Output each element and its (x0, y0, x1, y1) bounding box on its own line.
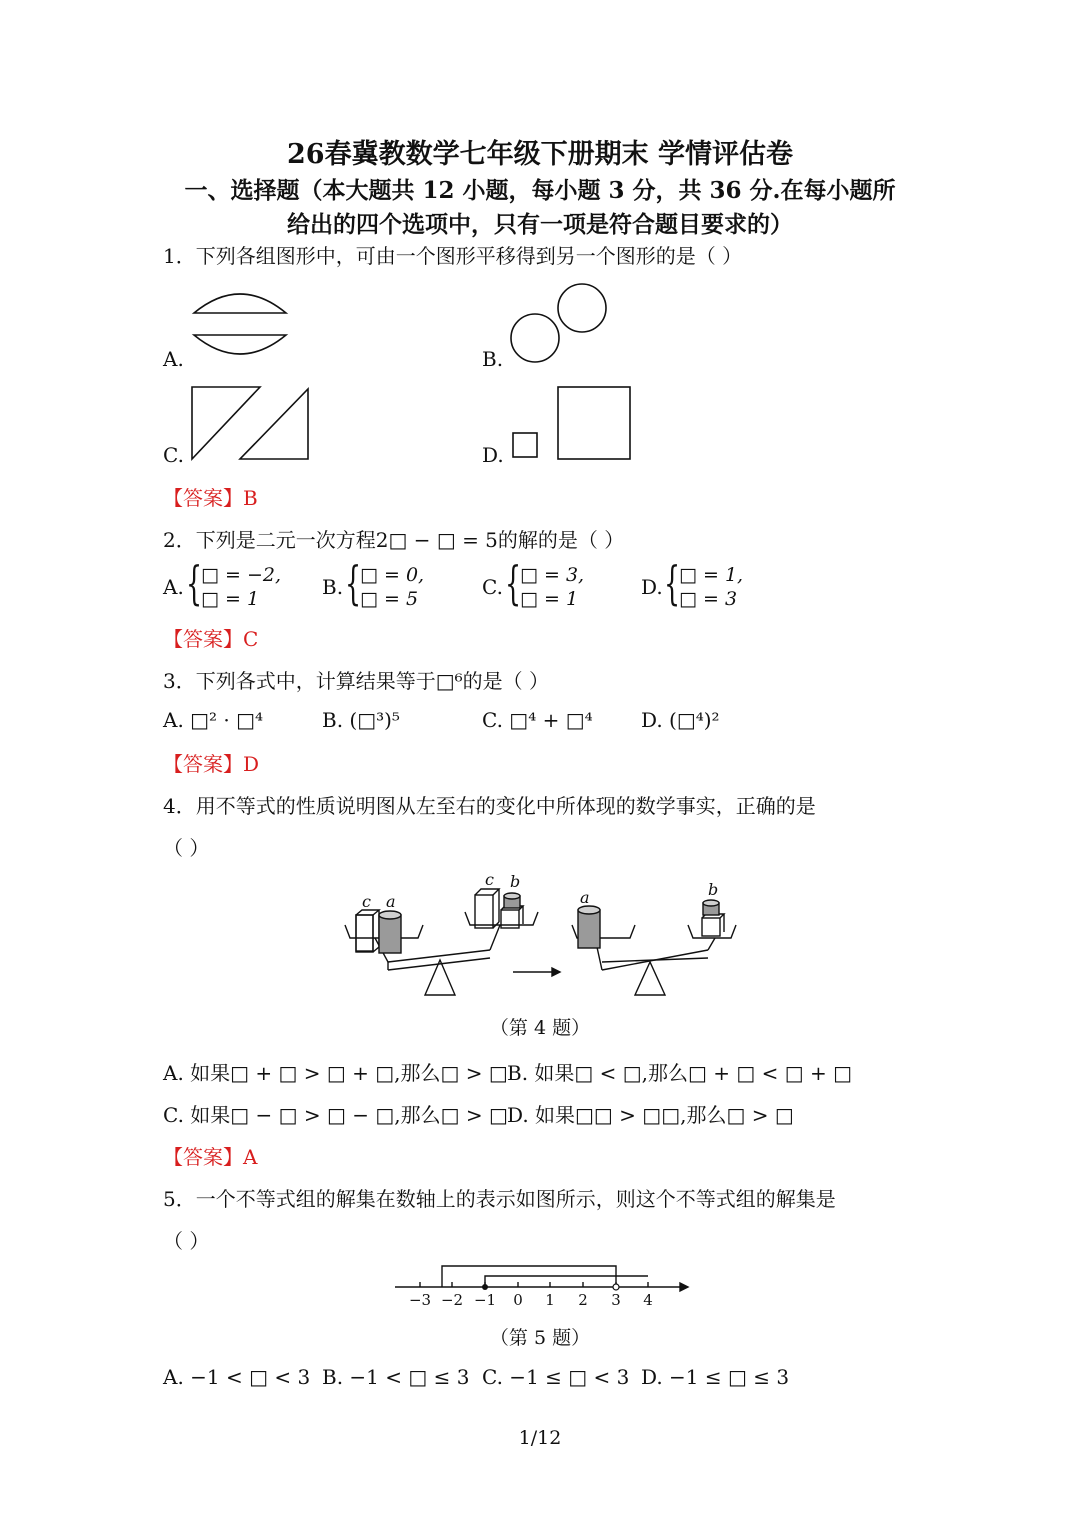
q5-tick-6: 2 (578, 1291, 588, 1309)
q1-figure-d (510, 385, 635, 463)
question-2-stem: 2．下列是二元一次方程2□ − □ = 5的解的是（ ） (163, 528, 625, 552)
q5-option-c[interactable]: C. −1 ≤ □ < 3 (482, 1365, 630, 1389)
q2-d-eq2: □ = 3 (679, 588, 738, 610)
q2-option-b-label[interactable]: B. (322, 575, 344, 599)
page-title: 26春冀教数学七年级下册期末 学情评估卷 (287, 139, 793, 170)
q2-option-b-system (360, 563, 424, 611)
q1-option-a[interactable]: A. (163, 347, 184, 371)
question-3-stem: 3．下列各式中，计算结果等于□⁶的是（ ） (163, 669, 549, 693)
q1-option-c[interactable]: C. (163, 443, 184, 467)
brace-icon: { (186, 556, 203, 610)
question-5-stem-line2: （ ） (163, 1229, 210, 1253)
q4-option-a[interactable]: A. 如果□ + □ > □ + □,那么□ > □ (163, 1061, 508, 1085)
q2-option-d-label[interactable]: D. (641, 575, 663, 599)
q2-option-d-system (679, 563, 743, 611)
q3-option-d[interactable]: D. (□⁴)² (641, 708, 720, 732)
q5-number-line (390, 1262, 690, 1312)
q2-c-eq2: □ = 1 (520, 588, 579, 610)
q4-label-c2: c (485, 870, 494, 889)
q1-answer: 【答案】B (163, 486, 258, 510)
q1-figure-a (190, 285, 290, 365)
q2-c-eq1: □ = 3, (520, 564, 585, 586)
q1-option-d[interactable]: D. (482, 443, 504, 467)
q2-option-a-label[interactable]: A. (163, 575, 184, 599)
page-number: 1/12 (518, 1427, 562, 1449)
q4-label-a1: a (386, 892, 396, 911)
question-4-stem-line2: （ ） (163, 836, 210, 860)
q5-option-b[interactable]: B. −1 < □ ≤ 3 (322, 1365, 470, 1389)
q5-option-d[interactable]: D. −1 ≤ □ ≤ 3 (641, 1365, 790, 1389)
q4-option-c[interactable]: C. 如果□ − □ > □ − □,那么□ > □ (163, 1103, 508, 1127)
q4-label-c1: c (362, 892, 371, 911)
section-heading-line1: 一、选择题（本大题共 12 小题，每小题 3 分，共 36 分.在每小题所 (184, 177, 896, 204)
q5-tick-5: 1 (545, 1291, 555, 1309)
question-4-stem-line1: 4．用不等式的性质说明图从左至右的变化中所体现的数学事实，正确的是 (163, 794, 816, 818)
q4-label-b1: b (510, 872, 521, 891)
q4-balance-figure (340, 870, 750, 1000)
q2-a-eq1: □ = −2, (201, 564, 281, 586)
q4-label-a2: a (580, 888, 590, 907)
q4-option-b[interactable]: B. 如果□ < □,那么□ + □ < □ + □ (507, 1061, 853, 1085)
brace-icon: { (505, 556, 522, 610)
question-5-stem-line1: 5．一个不等式组的解集在数轴上的表示如图所示，则这个不等式组的解集是 (163, 1187, 836, 1211)
q4-label-b2: b (708, 880, 719, 899)
q1-figure-b (505, 283, 615, 368)
q2-option-c-system (520, 563, 584, 611)
q2-b-eq2: □ = 5 (360, 588, 419, 610)
q5-tick-1: −3 (408, 1291, 432, 1309)
q3-option-a[interactable]: A. □² · □⁴ (163, 708, 264, 732)
q5-tick-7: 3 (611, 1291, 621, 1309)
q4-answer: 【答案】A (163, 1145, 258, 1169)
q2-b-eq1: □ = 0, (360, 564, 425, 586)
q4-caption: （第 4 题） (489, 1017, 591, 1039)
q5-tick-8: 4 (643, 1291, 653, 1309)
q5-option-a[interactable]: A. −1 < □ < 3 (163, 1365, 311, 1389)
q1-option-b[interactable]: B. (482, 347, 504, 371)
q1-figure-c (190, 385, 315, 463)
q5-tick-3: −1 (473, 1291, 497, 1309)
q5-caption: （第 5 题） (489, 1327, 591, 1349)
brace-icon: { (345, 556, 362, 610)
q3-option-c[interactable]: C. □⁴ + □⁴ (482, 708, 593, 732)
q3-option-b[interactable]: B. (□³)⁵ (322, 708, 400, 732)
q2-option-c-label[interactable]: C. (482, 575, 503, 599)
q2-d-eq1: □ = 1, (679, 564, 744, 586)
question-1-stem: 1．下列各组图形中，可由一个图形平移得到另一个图形的是（ ） (163, 244, 743, 268)
brace-icon: { (664, 556, 681, 610)
q2-option-a-system (201, 563, 281, 611)
q3-answer: 【答案】D (163, 752, 260, 776)
section-heading-line2: 给出的四个选项中，只有一项是符合题目要求的） (287, 211, 793, 238)
q5-tick-2: −2 (440, 1291, 464, 1309)
q4-option-d[interactable]: D. 如果□□ > □□,那么□ > □ (507, 1103, 794, 1127)
q2-answer: 【答案】C (163, 627, 259, 651)
q2-a-eq2: □ = 1 (201, 588, 260, 610)
q5-tick-4: 0 (513, 1291, 523, 1309)
